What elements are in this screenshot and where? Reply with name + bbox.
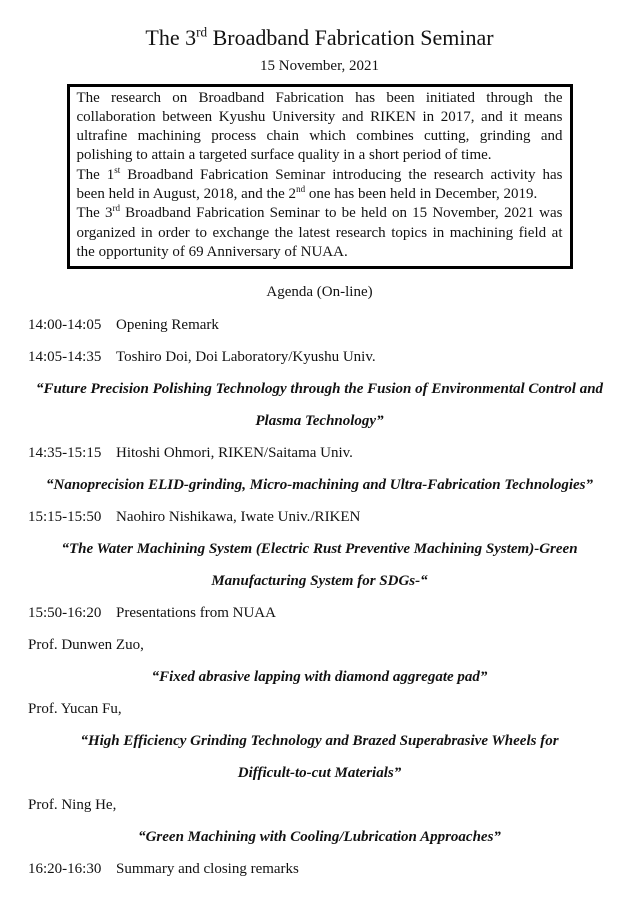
speaker-row — [28, 795, 613, 815]
seminar-date: 15 November, 2021 — [260, 57, 379, 74]
talk-title-line: “The Water Machining System (Electric Rust Preventive Machining System)-Green — [61, 541, 578, 558]
speaker-name: Prof. Yucan Fu, — [28, 701, 122, 718]
speaker-row — [28, 699, 613, 719]
agenda-session-row — [28, 507, 613, 527]
session-time: 14:00-14:05 — [28, 317, 102, 334]
talk-title-line: Difficult-to-cut Materials” — [237, 765, 402, 782]
session-time: 15:50-16:20 — [28, 605, 102, 622]
agenda-list — [26, 315, 613, 879]
speaker-name: Prof. Ning He, — [28, 797, 117, 814]
ordinal-superscript: rd — [196, 24, 208, 40]
session-time: 16:20-16:30 — [28, 861, 102, 878]
talk-title-line: Plasma Technology” — [255, 413, 384, 430]
agenda-session-row — [28, 315, 613, 335]
intro-box — [67, 84, 573, 270]
session-label: Opening Remark — [116, 317, 219, 334]
talk-title-line: “Fixed abrasive lapping with diamond aggregate pad” — [151, 669, 488, 686]
ordinal-superscript: nd — [296, 184, 306, 195]
intro-paragraph: The research on Broadband Fabrication has been initiated through the collaboration between Kyushu University and RIKEN in 2017, and it means ultrafine machining process chain which combines cutting, grinding and polishing to attain a targeted surface quality in a short period of time. — [76, 89, 563, 164]
session-label: Hitoshi Ohmori, RIKEN/Saitama Univ. — [116, 445, 353, 462]
session-time: 14:35-15:15 — [28, 445, 102, 462]
session-time: 14:05-14:35 — [28, 349, 102, 366]
talk-title-line: “Green Machining with Cooling/Lubrication Approaches” — [138, 829, 501, 846]
talk-title-line: “Nanoprecision ELID-grinding, Micro-machining and Ultra-Fabrication Technologies” — [45, 477, 594, 494]
session-label: Presentations from NUAA — [116, 605, 276, 622]
intro-paragraph: The 3rd Broadband Fabrication Seminar to be held on 15 November, 2021 was organized in order to exchange the latest research topics in machining field at the opportunity of 69 Anniversary of NUAA. — [76, 203, 563, 260]
talk-title-line: Manufacturing System for SDGs-“ — [211, 573, 428, 590]
agenda-session-row — [28, 859, 613, 879]
ordinal-superscript: st — [114, 164, 121, 175]
speaker-row — [28, 635, 613, 655]
session-time: 15:15-15:50 — [28, 509, 102, 526]
agenda-session-row — [28, 443, 613, 463]
ordinal-superscript: rd — [112, 203, 120, 214]
agenda-session-row — [28, 347, 613, 367]
agenda-session-row — [28, 603, 613, 623]
session-label: Summary and closing remarks — [116, 861, 299, 878]
agenda-heading: Agenda (On-line) — [266, 284, 373, 301]
page-title: The 3rd Broadband Fabrication Seminar — [145, 24, 494, 50]
intro-paragraph: The 1st Broadband Fabrication Seminar introducing the research activity has been held in August, 2018, and the 2nd one has been held in December, 2019. — [76, 164, 563, 203]
talk-title-line: “High Efficiency Grinding Technology and Brazed Superabrasive Wheels for — [80, 733, 559, 750]
session-label: Naohiro Nishikawa, Iwate Univ./RIKEN — [116, 509, 361, 526]
talk-title-line: “Future Precision Polishing Technology through the Fusion of Environmental Control and — [35, 381, 604, 398]
speaker-name: Prof. Dunwen Zuo, — [28, 637, 144, 654]
session-label: Toshiro Doi, Doi Laboratory/Kyushu Univ. — [116, 349, 376, 366]
